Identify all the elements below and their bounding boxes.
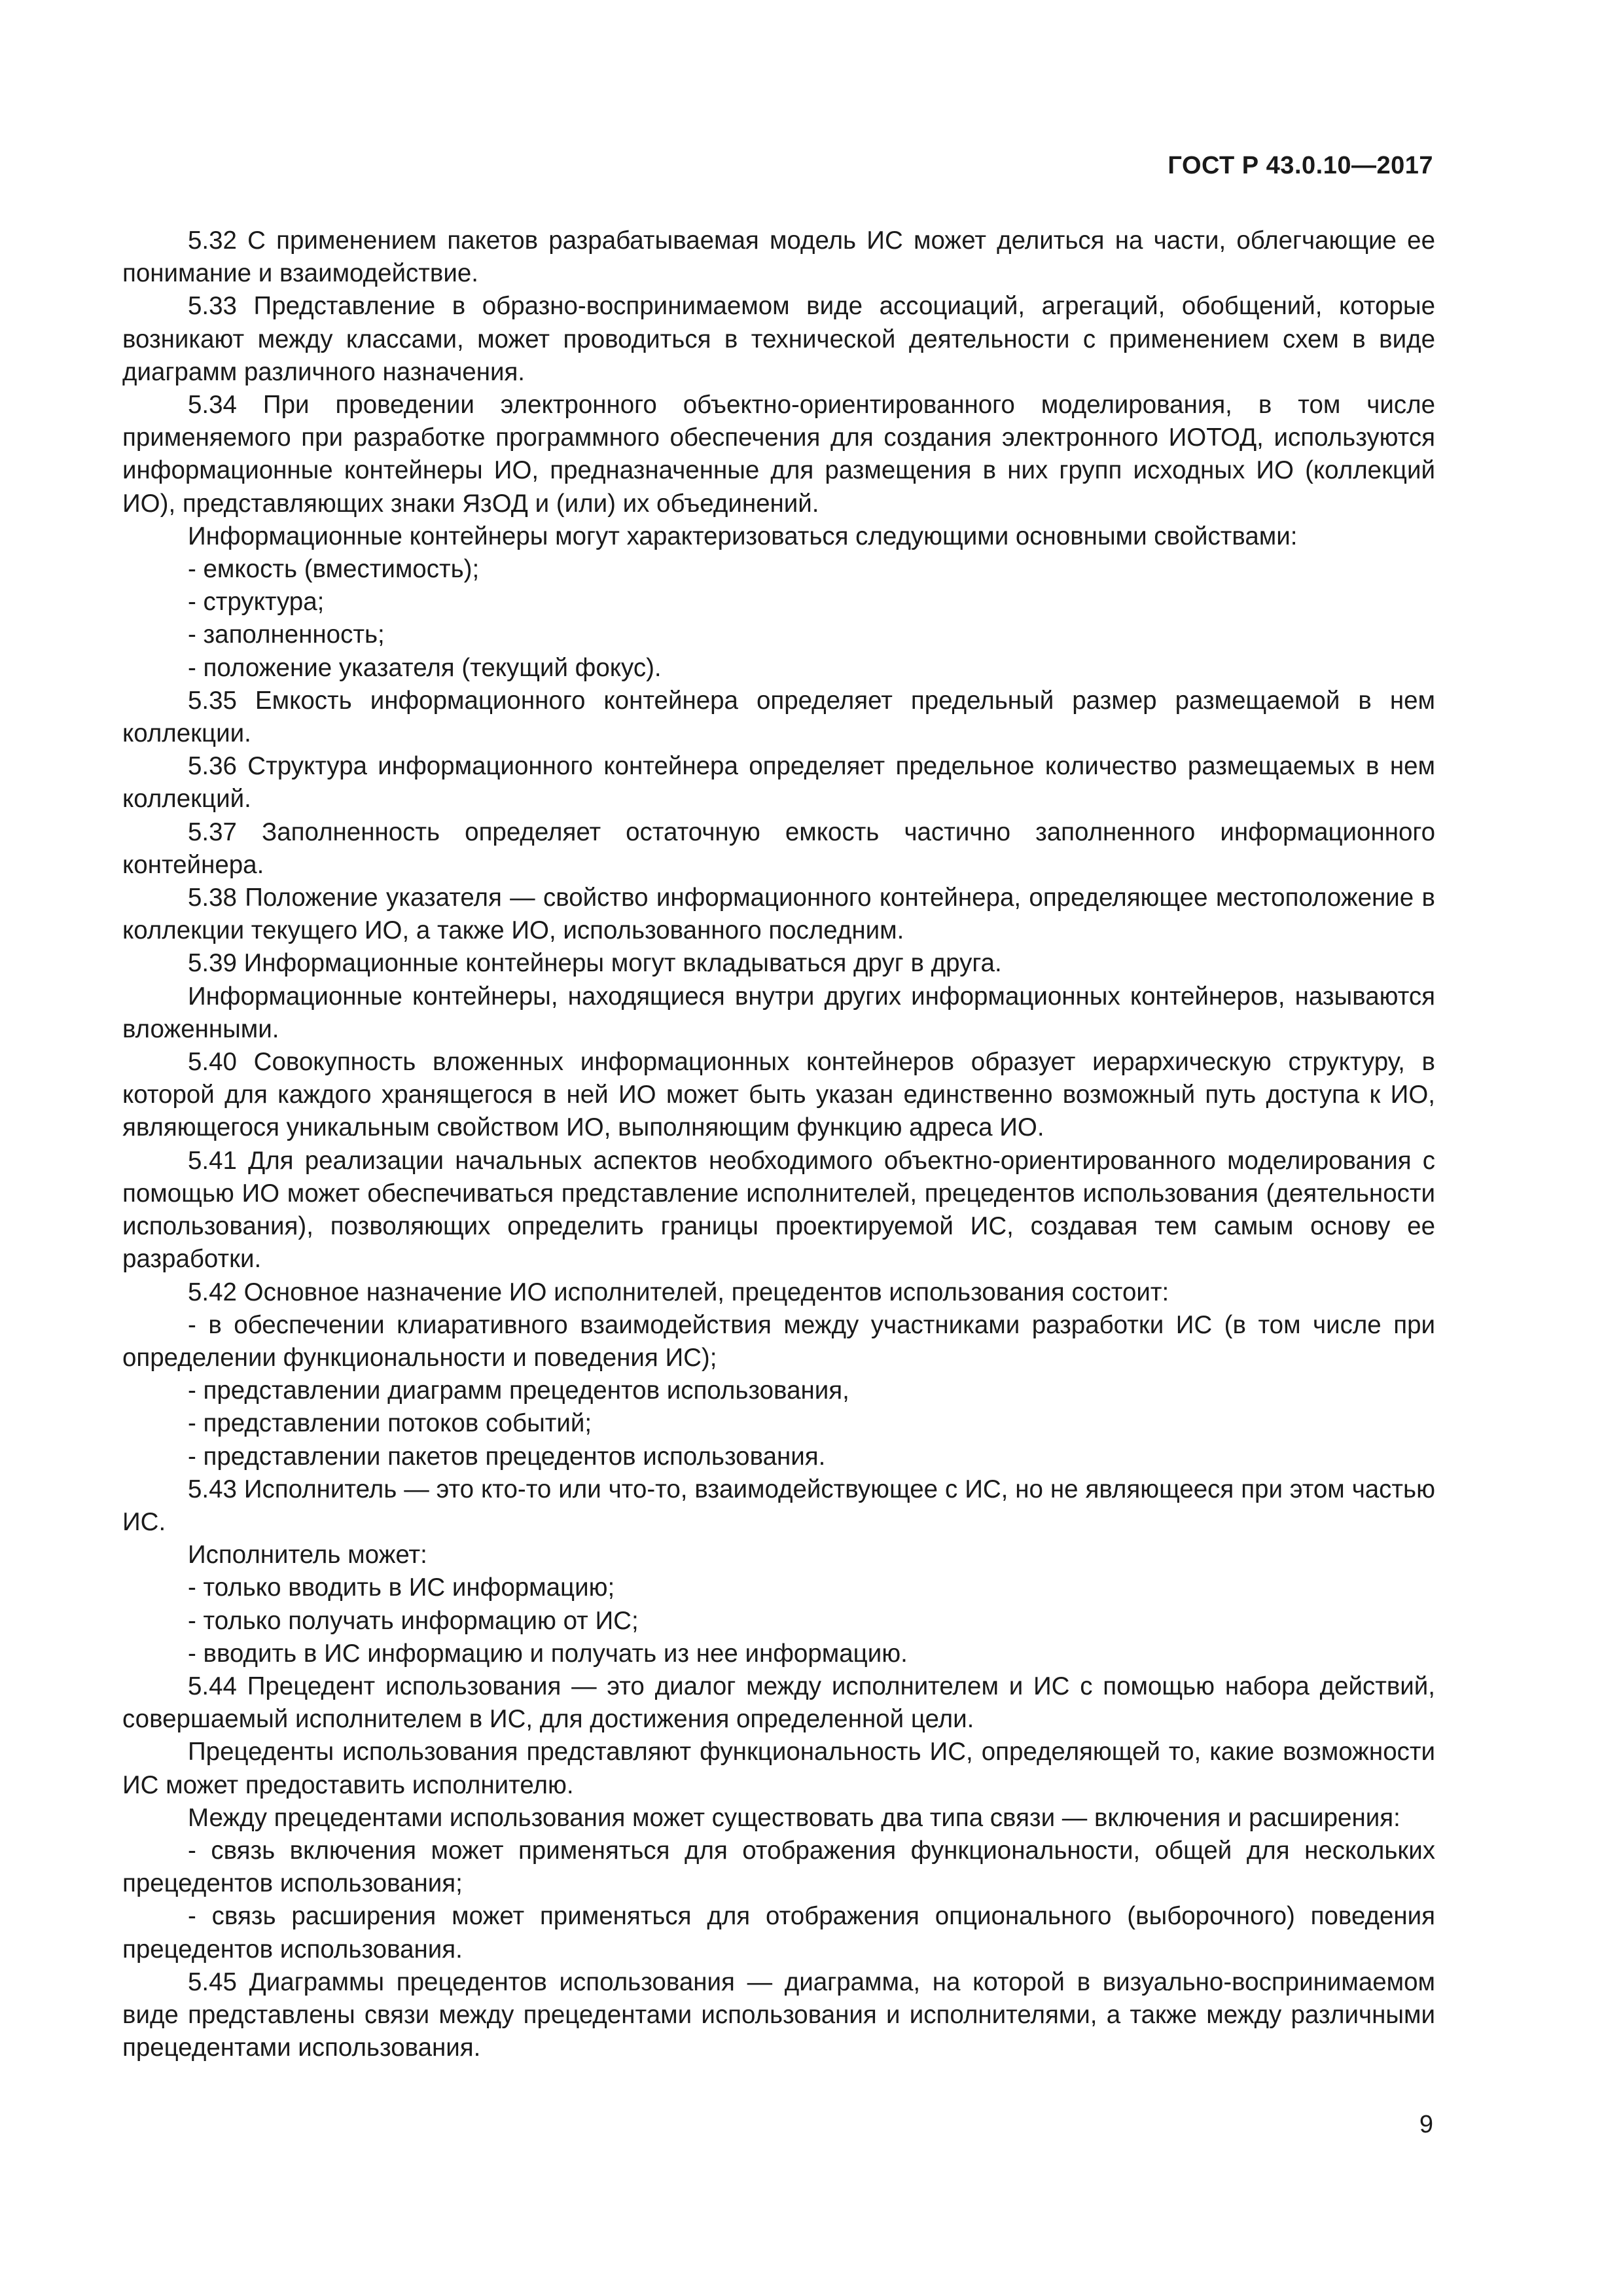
list-item: - представлении пакетов прецедентов использования. bbox=[188, 1442, 826, 1471]
list-item: - представлении диаграмм прецедентов использования, bbox=[188, 1376, 849, 1405]
list-item: - представлении потоков событий; bbox=[188, 1409, 592, 1438]
paragraph: 5.34 При проведении электронного объектно-ориентированного моделирования, в том числе применяемого при разработке программного обеспечения для создания электронного ИОТОД, используются информационные контейнеры ИО, предназначенные для размещения в них групп исходных ИО (коллекций ИО), представляющих знаки ЯзОД и (или) их объединений. bbox=[122, 391, 1435, 518]
paragraph: Информационные контейнеры могут характеризоваться следующими основными свойствами: bbox=[188, 522, 1298, 550]
paragraph: Информационные контейнеры, находящиеся внутри других информационных контейнеров, называются вложенными. bbox=[122, 982, 1435, 1043]
paragraph: 5.42 Основное назначение ИО исполнителей, прецедентов использования состоит: bbox=[188, 1278, 1169, 1306]
document-body bbox=[122, 224, 1435, 2064]
paragraph: 5.38 Положение указателя — свойство информационного контейнера, определяющее местоположение в коллекции текущего ИО, а также ИО, использованного последним. bbox=[122, 884, 1435, 945]
paragraph: 5.35 Емкость информационного контейнера определяет предельный размер размещаемой в нем коллекции. bbox=[122, 686, 1435, 748]
paragraph: 5.32 С применением пакетов разрабатываемая модель ИС может делиться на части, облегчающие ее понимание и взаимодействие. bbox=[122, 226, 1435, 288]
page-number: 9 bbox=[1419, 2111, 1433, 2138]
list-item: - только вводить в ИС информацию; bbox=[188, 1573, 615, 1602]
list-item: - только получать информацию от ИС; bbox=[188, 1606, 639, 1635]
paragraph: 5.43 Исполнитель — это кто-то или что-то, взаимодействующее с ИС, но не являющееся при этом частью ИС. bbox=[122, 1475, 1435, 1536]
list-item: - емкость (вместимость); bbox=[188, 555, 480, 584]
list-item: - вводить в ИС информацию и получать из нее информацию. bbox=[188, 1639, 908, 1668]
paragraph: 5.39 Информационные контейнеры могут вкладываться друг в друга. bbox=[188, 949, 1002, 978]
list-item: - структура; bbox=[188, 588, 325, 617]
list-item: - связь расширения может применяться для отображения опционального (выборочного) поведения прецедентов использования. bbox=[122, 1902, 1435, 1964]
list-item: - положение указателя (текущий фокус). bbox=[188, 653, 662, 682]
list-item: - связь включения может применяться для отображения функциональности, общей для нескольких прецедентов использования; bbox=[122, 1836, 1435, 1898]
paragraph: 5.41 Для реализации начальных аспектов необходимого объектно-ориентированного моделирования с помощью ИО может обеспечиваться представление исполнителей, прецедентов использования (деятельности использования), позволяющих определить границы проектируемой ИС, создавая тем самым основу ее разработки. bbox=[122, 1146, 1435, 1274]
list-item: - заполненность; bbox=[188, 620, 385, 649]
paragraph: Между прецедентами использования может существовать два типа связи — включения и расширения: bbox=[188, 1803, 1400, 1832]
paragraph: 5.37 Заполненность определяет остаточную емкость частично заполненного информационного контейнера. bbox=[122, 817, 1435, 879]
paragraph: 5.33 Представление в образно-воспринимаемом виде ассоциаций, агрегаций, обобщений, которые возникают между классами, может проводиться в технической деятельности с применением схем в виде диаграмм различного назначения. bbox=[122, 292, 1435, 386]
paragraph: Исполнитель может: bbox=[188, 1541, 427, 1570]
document-header-standard-number: ГОСТ Р 43.0.10—2017 bbox=[1168, 152, 1433, 179]
list-item: - в обеспечении клиаративного взаимодействия между участниками разработки ИС (в том числе при определении функциональности и поведения ИС); bbox=[122, 1310, 1435, 1372]
paragraph: 5.40 Совокупность вложенных информационных контейнеров образует иерархическую структуру, в которой для каждого хранящегося в ней ИО может быть указан единственно возможный путь доступа к ИО, являющегося уникальным свойством ИО, выполняющим функцию адреса ИО. bbox=[122, 1048, 1435, 1142]
paragraph: Прецеденты использования представляют функциональность ИС, определяющей то, какие возможности ИС может предоставить исполнителю. bbox=[122, 1738, 1435, 1799]
paragraph: 5.36 Структура информационного контейнера определяет предельное количество размещаемых в нем коллекций. bbox=[122, 752, 1435, 814]
paragraph: 5.45 Диаграммы прецедентов использования — диаграмма, на которой в визуально-воспринимаемом виде представлены связи между прецедентами использования и исполнителями, а также между различными прецедентами использования. bbox=[122, 1967, 1435, 2062]
paragraph: 5.44 Прецедент использования — это диалог между исполнителем и ИС с помощью набора действий, совершаемый исполнителем в ИС, для достижения определенной цели. bbox=[122, 1672, 1435, 1734]
